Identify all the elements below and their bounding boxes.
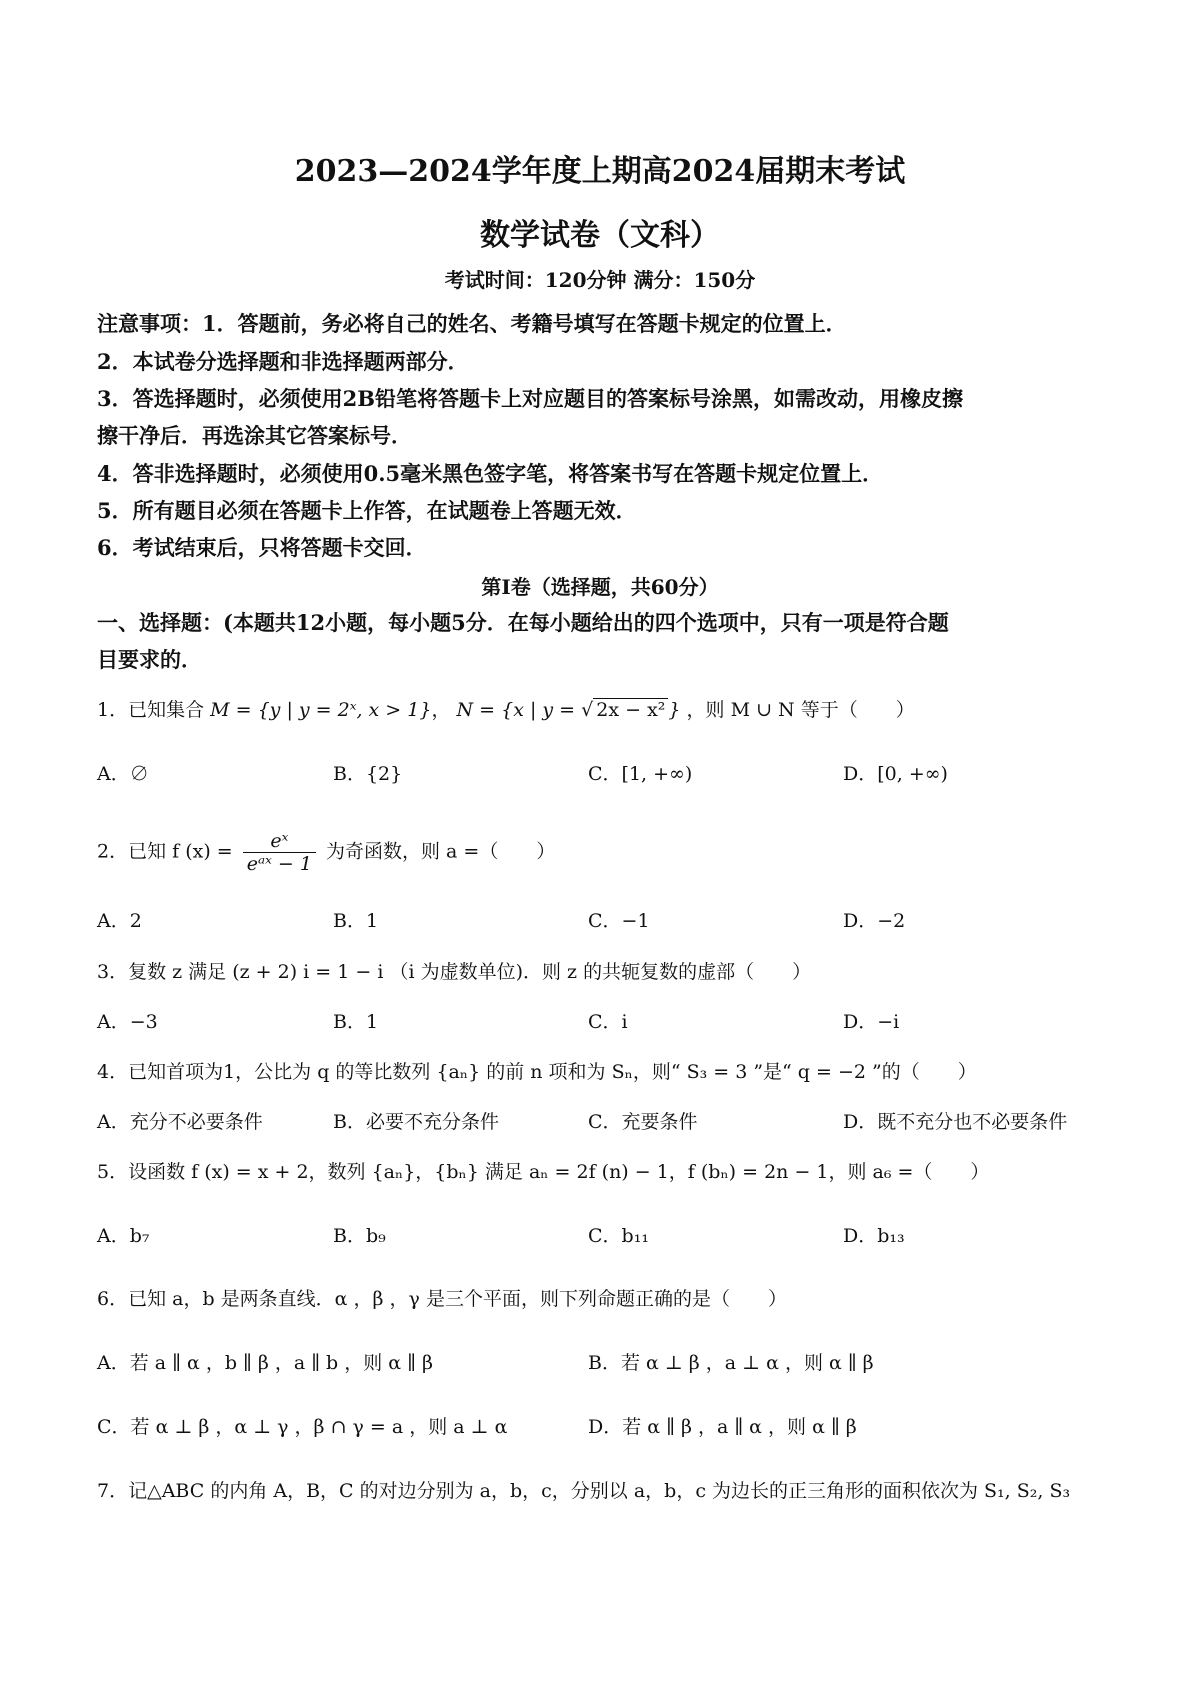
- option-b: B．必要不充分条件: [333, 1111, 499, 1133]
- option-d: D．−i: [843, 1011, 900, 1033]
- question-stem: 为奇函数，则 a =（ ）: [326, 840, 556, 863]
- note-line: 3．答选择题时，必须使用2B铅笔将答题卡上对应题目的答案标号涂黑，如需改动，用橡皮擦: [97, 386, 963, 411]
- option-d: D．b₁₃: [843, 1225, 905, 1247]
- set-m: M = {y | y = 2ˣ, x > 1}: [210, 699, 432, 721]
- note-line: 注意事项：1．答题前，务必将自己的姓名、考籍号填写在答题卡规定的位置上．: [97, 311, 847, 336]
- option-a: A．充分不必要条件: [97, 1111, 263, 1133]
- option-a: A．若 a ∥ α ，b ∥ β ，a ∥ b ，则 α ∥ β: [97, 1352, 433, 1374]
- option-c: C．b₁₁: [588, 1225, 649, 1247]
- section-title: 第Ⅰ卷（选择题，共60分）: [481, 575, 719, 599]
- option-b: B．1: [333, 910, 379, 932]
- option-d: D．−2: [843, 910, 906, 932]
- set-n-radicand: 2x − x²: [593, 698, 668, 721]
- question-3: 3．复数 z 满足 (z + 2) i = 1 − i （i 为虚数单位)．则 z 的共轭复数的虚部（ ）: [97, 961, 812, 983]
- question-6: 6．已知 a，b 是两条直线．α ，β ，γ 是三个平面，则下列命题正确的是（ ）: [97, 1288, 787, 1310]
- option-d: D．若 α ∥ β ，a ∥ α ，则 α ∥ β: [588, 1416, 857, 1438]
- option-a: A．∅: [97, 763, 149, 785]
- question-5: 5．设函数 f (x) = x + 2，数列 {aₙ}，{bₙ} 满足 aₙ = 2f (n) − 1，f (bₙ) = 2n − 1，则 a₆ =（ ）: [97, 1161, 990, 1183]
- question-stem: 2．已知 f (x) =: [97, 840, 233, 863]
- note-line: 6．考试结束后，只将答题卡交回．: [97, 535, 427, 560]
- option-b: B．b₉: [333, 1225, 386, 1247]
- note-line: 5．所有题目必须在答题卡上作答，在试题卷上答题无效．: [97, 498, 637, 523]
- exam-title: 2023—2024学年度上期高2024届期末考试: [294, 154, 906, 189]
- option-c: C．[1, +∞): [588, 763, 693, 785]
- note-line: 擦干净后．再选涂其它答案标号．: [97, 423, 412, 448]
- section-instruction: 目要求的．: [97, 647, 202, 672]
- set-n-suffix: }: [668, 699, 681, 721]
- option-a: A．2: [97, 910, 142, 932]
- note-line: 2．本试卷分选择题和非选择题两部分．: [97, 349, 469, 374]
- option-d: D．[0, +∞): [843, 763, 948, 785]
- set-n-prefix: N = {x | y =: [456, 699, 582, 721]
- fraction-denominator: eᵃˣ − 1: [246, 853, 312, 875]
- fraction: [243, 830, 316, 875]
- option-c: C．i: [588, 1011, 628, 1033]
- option-c: C．若 α ⊥ β ，α ⊥ γ ，β ∩ γ = a ，则 a ⊥ α: [97, 1416, 508, 1438]
- option-a: A．−3: [97, 1011, 158, 1033]
- exam-subtitle: 数学试卷（文科）: [480, 218, 720, 253]
- question-1: 1．已知集合 M = {y | y = 2ˣ, x > 1}， N = {x | y = √ 2x − x² } ，则 M ∪ N 等于（ ）: [97, 699, 915, 721]
- option-b: B．{2}: [333, 763, 403, 785]
- note-line: 4．答非选择题时，必须使用0.5毫米黑色签字笔，将答案书写在答题卡规定位置上．: [97, 461, 884, 486]
- option-c: C．充要条件: [588, 1111, 698, 1133]
- exam-info: 考试时间：120分钟 满分：150分: [444, 268, 756, 292]
- option-b: B．1: [333, 1011, 379, 1033]
- option-b: B．若 α ⊥ β ，a ⊥ α ，则 α ∥ β: [588, 1352, 874, 1374]
- question-4: 4．已知首项为1，公比为 q 的等比数列 {aₙ} 的前 n 项和为 Sₙ，则“ S₃ = 3 ”是“ q = −2 ”的（ ）: [97, 1061, 977, 1083]
- section-instruction: 一、选择题：(本题共12小题，每小题5分．在每小题给出的四个选项中，只有一项是符合题: [97, 610, 949, 635]
- question-7: 7．记△ABC 的内角 A，B，C 的对边分别为 a，b，c，分别以 a，b，c 为边长的正三角形的面积依次为 S₁, S₂, S₃: [97, 1480, 1071, 1502]
- option-c: C．−1: [588, 910, 650, 932]
- question-stem: 1．已知集合: [97, 699, 205, 721]
- question-stem: ，则 M ∪ N 等于（ ）: [686, 699, 915, 721]
- fraction-numerator: eˣ: [243, 830, 316, 853]
- option-d: D．既不充分也不必要条件: [843, 1111, 1068, 1133]
- option-a: A．b₇: [97, 1225, 150, 1247]
- separator: ，: [431, 699, 451, 721]
- question-2: [97, 830, 555, 875]
